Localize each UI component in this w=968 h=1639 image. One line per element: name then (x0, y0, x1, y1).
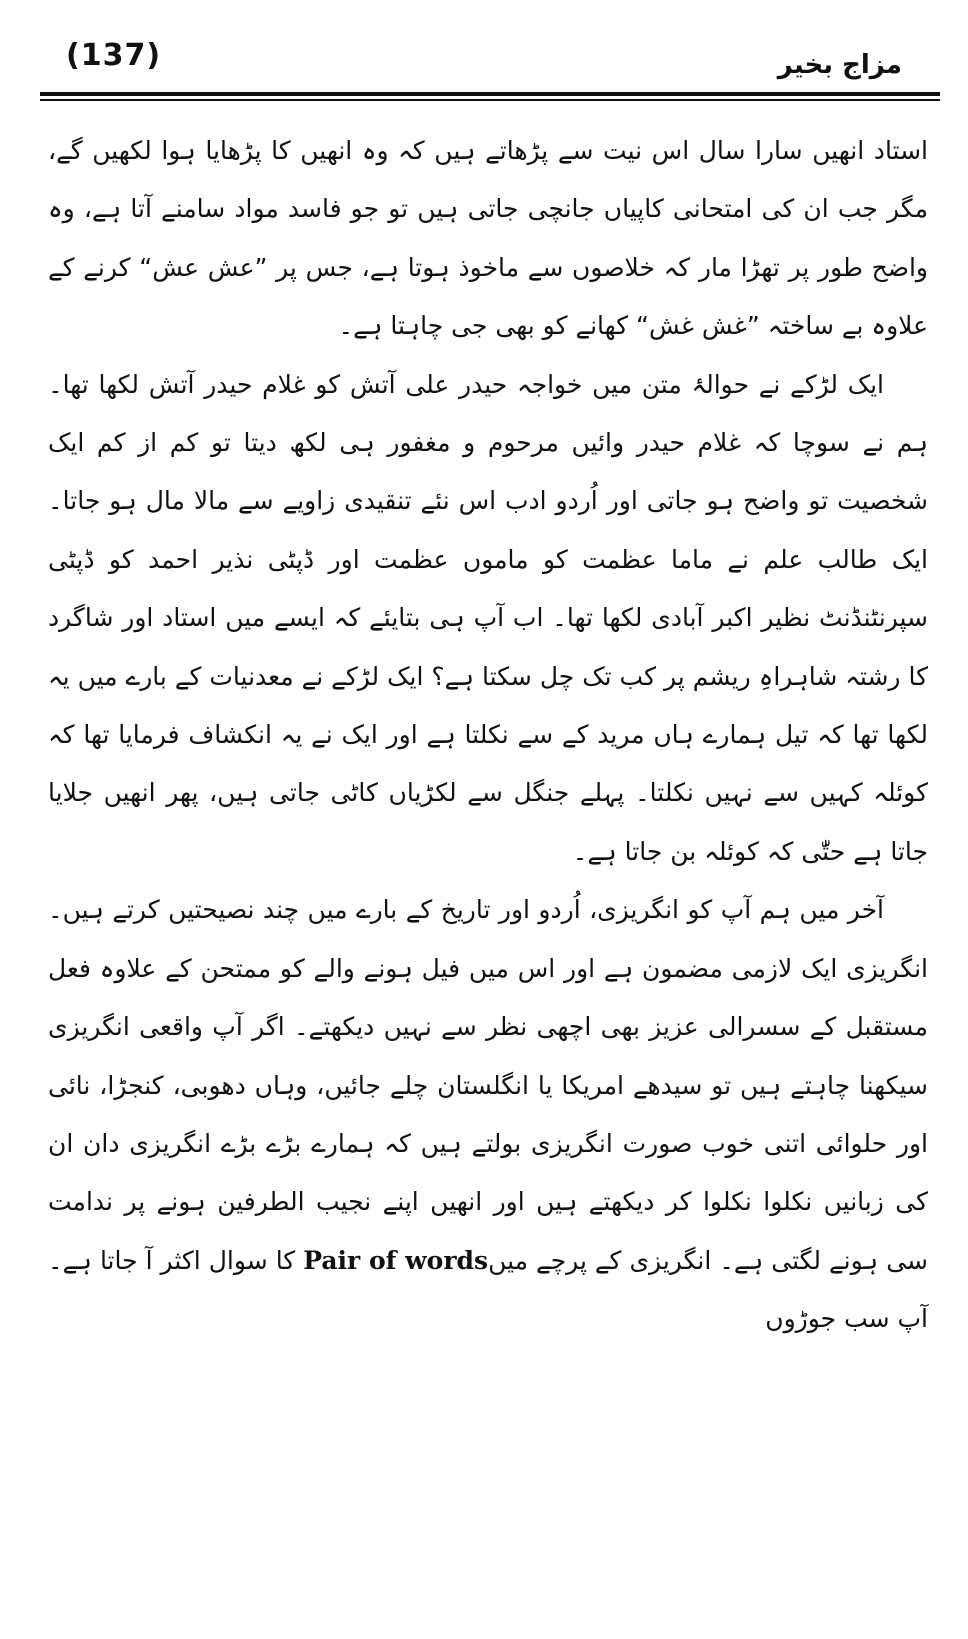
paragraph-1: استاد انھیں سارا سال اس نیت سے پڑھاتے ہیں کہ وہ انھیں کا پڑھایا ہوا لکھیں گے، مگر جب ان کی امتحانی کاپیاں جانچی جاتی ہیں تو جو فاسد مواد سامنے آتا ہے، وہ واضح طور پر تھڑا مار کہ خلاصوں سے ماخوذ ہوتا ہے، جس پر ”عش عش“ کرنے کے علاوہ بے ساختہ ”غش غش“ کھانے کو بھی جی چاہتا ہے۔ (48, 136, 928, 341)
page-number: (137) (66, 38, 162, 73)
paragraph-2: ایک لڑکے نے حوالۂ متن میں خواجہ حیدر علی آتش کو غلام حیدر آتش لکھا تھا۔ ہم نے سوچا کہ غلام حیدر وائیں مرحوم و مغفور ہی لکھ دیتا تو کم از کم ایک شخصیت تو واضح ہو جاتی اور اُردو ادب اس نئے تنقیدی زاویے سے مالا مال ہو جاتا۔ ایک طالب علم نے ماما عظمت کو ماموں عظمت اور ڈپٹی نذیر احمد کو ڈپٹی سپرنٹنڈنٹ نظیر اکبر آبادی لکھا تھا۔ اب آپ ہی بتایئے کہ ایسے میں استاد اور شاگرد کا رشتہ شاہراہِ ریشم پر کب تک چل سکتا ہے؟ ایک لڑکے نے معدنیات کے بارے میں یہ لکھا تھا کہ تیل ہمارے ہاں مرید کے سے نکلتا ہے اور ایک نے یہ انکشاف فرمایا تھا کہ کوئلہ کہیں سے نہیں نکلتا۔ پہلے جنگل سے لکڑیاں کاٹی جاتی ہیں، پھر انھیں جلایا جاتا ہے حتّٰی کہ کوئلہ بن جاتا ہے۔ (48, 369, 928, 866)
header-rule-thick (40, 92, 940, 96)
inline-english-term: Pair of words (303, 1245, 489, 1275)
paragraph-3-tail: کا سوال اکثر آ جاتا ہے۔ آپ سب جوڑوں (48, 1245, 928, 1334)
paragraph-3-text: آخر میں ہم آپ کو انگریزی، اُردو اور تاریخ کے بارے میں چند نصیحتیں کرتے ہیں۔ انگریزی ایک لازمی مضمون ہے اور اس میں فیل ہونے والے کو ممتحن کے علاوہ فعل مستقبل کے سسرالی عزیز بھی اچھی نظر سے نہیں دیکھتے۔ اگر آپ واقعی انگریزی سیکھنا چاہتے ہیں تو سیدھے امریکا یا انگلستان چلے جائیں، وہاں دھوبی، کنجڑا، نائی اور حلوائی اتنی خوب صورت انگریزی بولتے ہیں کہ ہمارے بڑے بڑے انگریزی دان ان کی زبانیں نکلوا نکلوا کر دیکھتے ہیں اور انھیں اپنے نجیب الطرفین ہونے پر ندامت سی ہونے لگتی ہے۔ انگریزی کے پرچے میں (48, 895, 928, 1275)
book-title: مزاج بخیر (777, 50, 902, 80)
paragraph-3 (48, 881, 928, 1348)
header-rule-thin (40, 99, 940, 101)
page-header (0, 0, 968, 110)
body-text (48, 122, 928, 1349)
